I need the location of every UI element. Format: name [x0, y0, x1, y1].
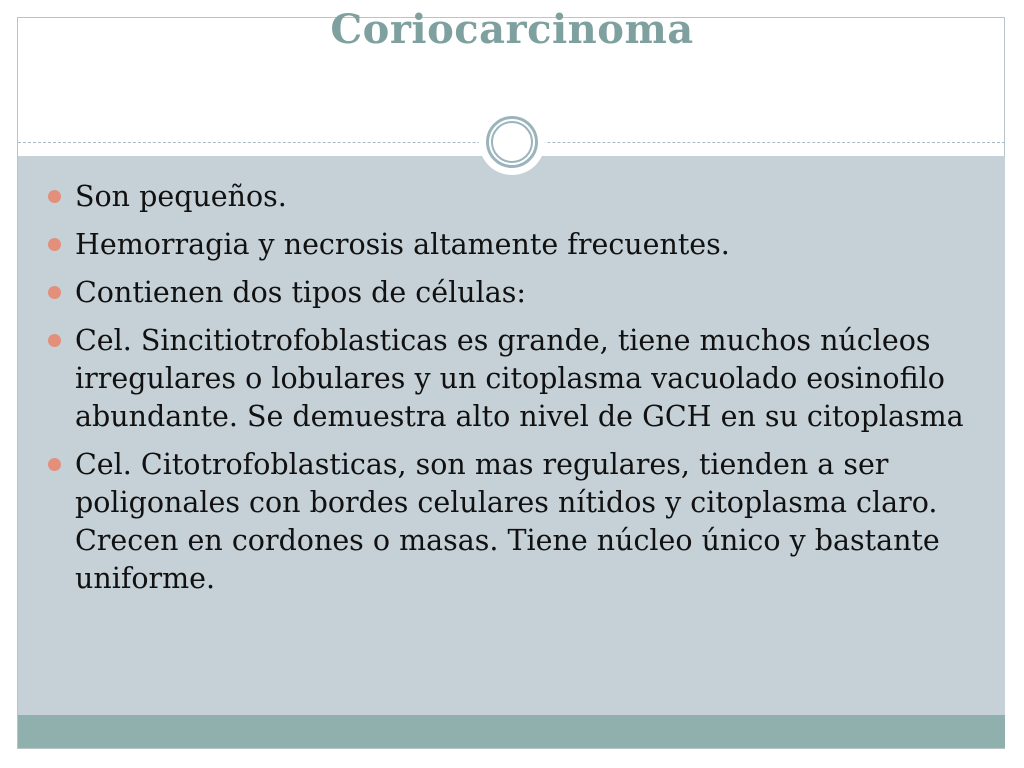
bullet-item	[48, 446, 978, 598]
bullet-item	[48, 178, 978, 216]
bullet-text: Cel. Citotrofoblasticas, son mas regulares, tienden a ser poligonales con bordes celulares nítidos y citoplasma claro. Crecen en cordones o masas. Tiene núcleo único y bastante uniforme.	[75, 448, 940, 595]
bullet-dot-icon	[48, 190, 61, 203]
bullet-dot-icon	[48, 334, 61, 347]
bullet-dot-icon	[48, 458, 61, 471]
footer-band	[18, 715, 1005, 748]
bullet-item	[48, 274, 978, 312]
bullet-list	[48, 178, 978, 608]
bullet-dot-icon	[48, 286, 61, 299]
bullet-item	[48, 226, 978, 264]
bullet-text: Contienen dos tipos de células:	[75, 276, 526, 309]
bullet-item	[48, 322, 978, 436]
bullet-text: Hemorragia y necrosis altamente frecuentes.	[75, 228, 730, 261]
ornament-inner-ring-icon	[491, 121, 533, 163]
slide-title: Coriocarcinoma	[330, 6, 694, 53]
bullet-text: Son pequeños.	[75, 180, 287, 213]
bullet-text: Cel. Sincitiotrofoblasticas es grande, tiene muchos núcleos irregulares o lobulares y un citoplasma vacuolado eosinofilo abundante. Se demuestra alto nivel de GCH en su citoplasma	[75, 324, 964, 433]
bullet-dot-icon	[48, 238, 61, 251]
